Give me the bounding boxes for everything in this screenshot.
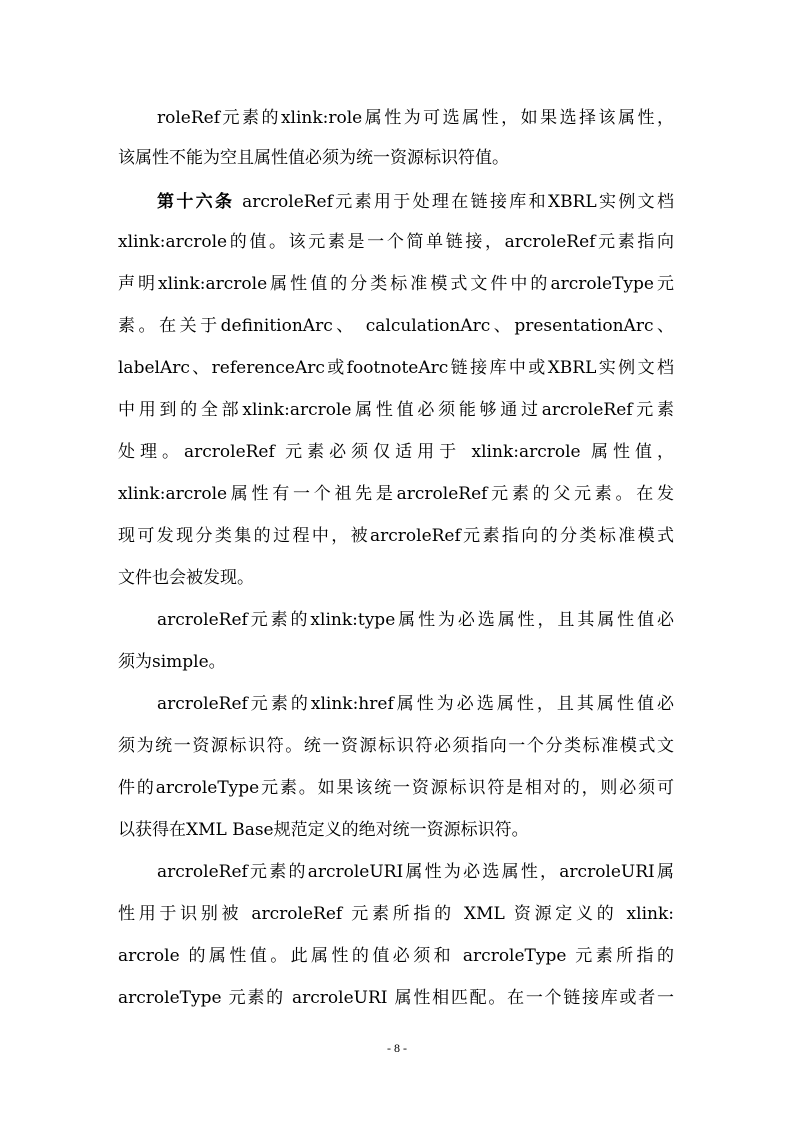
- paragraph-line: 声明xlink:arcrole属性值的分类标准模式文件中的arcroleType元: [118, 274, 674, 294]
- article-text: arcroleRef元素用于处理在链接库和XBRL实例文档: [242, 192, 674, 212]
- paragraph-line: 以获得在XML Base规范定义的绝对统一资源标识符。: [118, 820, 529, 840]
- paragraph-line: 处理。arcroleRef 元素必须仅适用于 xlink:arcrole 属性值，: [118, 442, 674, 462]
- paragraph-line: xlink:arcrole的值。该元素是一个简单链接，arcroleRef元素指向: [118, 232, 674, 252]
- paragraph-line: 中用到的全部xlink:arcrole属性值必须能够通过arcroleRef元素: [118, 400, 674, 420]
- paragraph-line: xlink:arcrole属性有一个祖先是arcroleRef元素的父元素。在发: [118, 484, 674, 504]
- paragraph-line: 现可发现分类集的过程中，被arcroleRef元素指向的分类标准模式: [118, 526, 674, 546]
- paragraph-line: 素。在关于definitionArc、 calculationArc、presentationArc、: [118, 316, 674, 336]
- paragraph-line: 须为simple。: [118, 652, 226, 672]
- article-heading: 第十六条: [157, 192, 235, 212]
- paragraph-line: arcroleRef元素的xlink:type属性为必选属性，且其属性值必: [157, 610, 674, 630]
- paragraph-line: roleRef元素的xlink:role属性为可选属性，如果选择该属性，: [157, 108, 674, 128]
- paragraph-line: 须为统一资源标识符。统一资源标识符必须指向一个分类标准模式文: [118, 736, 674, 756]
- article-first-line: [157, 182, 674, 222]
- paragraph-line: 件的arcroleType元素。如果该统一资源标识符是相对的，则必须可: [118, 778, 674, 798]
- paragraph-line: arcrole 的属性值。此属性的值必须和 arcroleType 元素所指的: [118, 946, 674, 966]
- page-number: - 8 -: [387, 1041, 407, 1055]
- paragraph-line: 文件也会被发现。: [118, 568, 254, 588]
- paragraph-line: arcroleRef元素的xlink:href属性为必选属性，且其属性值必: [157, 694, 674, 714]
- paragraph-line: arcroleRef元素的arcroleURI属性为必选属性，arcroleURI属: [157, 862, 674, 882]
- paragraph-line: labelArc、referenceArc或footnoteArc链接库中或XBRL实例文档: [118, 358, 674, 378]
- paragraph-line: 性用于识别被 arcroleRef 元素所指的 XML 资源定义的 xlink:: [118, 904, 674, 924]
- paragraph-line: 该属性不能为空且属性值必须为统一资源标识符值。: [118, 148, 509, 168]
- paragraph-line: arcroleType 元素的 arcroleURI 属性相匹配。在一个链接库或者一: [118, 988, 674, 1008]
